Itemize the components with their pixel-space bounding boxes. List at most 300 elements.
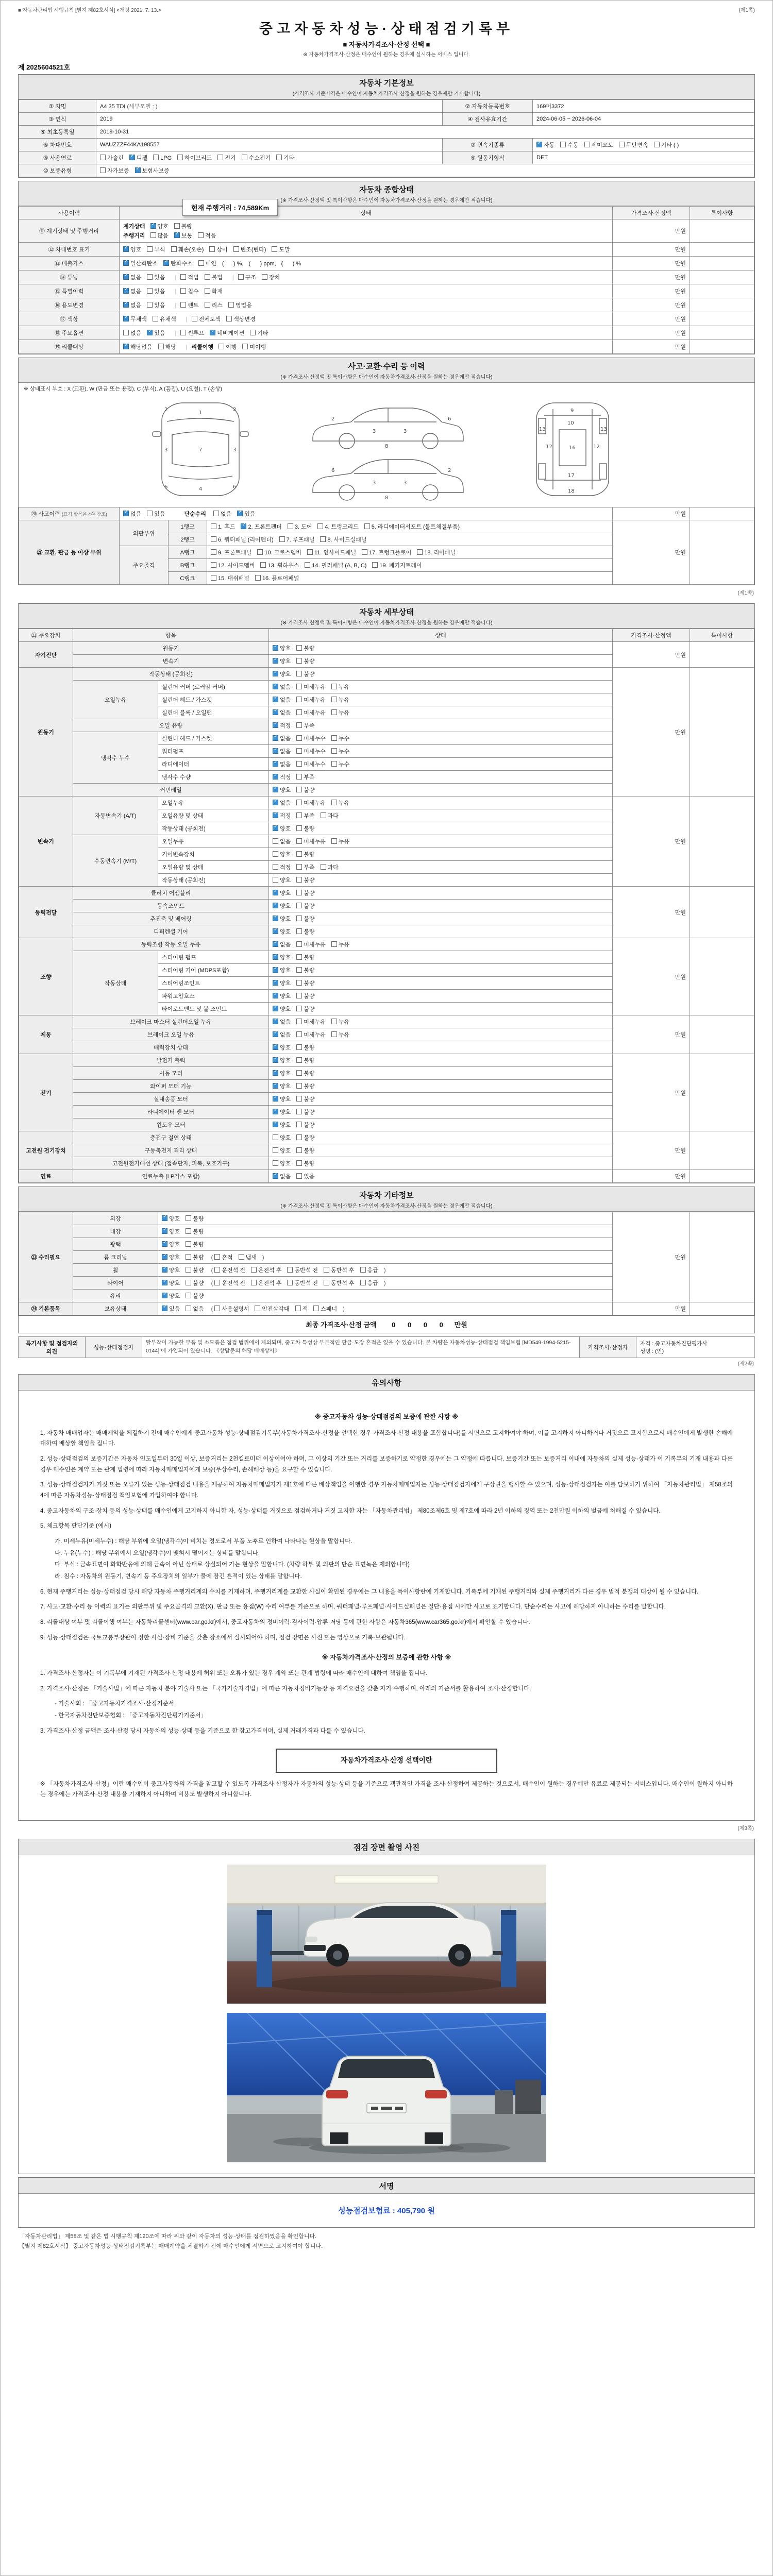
checkbox[interactable] <box>296 735 302 741</box>
checkbox-checked[interactable] <box>536 142 542 147</box>
checkbox[interactable] <box>147 274 153 280</box>
checkbox-checked[interactable] <box>273 1109 278 1114</box>
label-cell: ⑥ 차대번호 <box>19 139 96 151</box>
section-detail-title <box>19 604 754 629</box>
checkbox[interactable] <box>331 941 337 947</box>
checkbox-option: 없음 <box>123 329 141 337</box>
checkbox[interactable] <box>317 523 323 529</box>
checkbox[interactable] <box>296 658 302 664</box>
checkbox[interactable] <box>331 1031 337 1037</box>
checkbox-option: 불량 <box>296 914 314 923</box>
label-cell: ⑧ 사용연료 <box>19 151 96 164</box>
label-cell: 원동기 <box>19 668 73 796</box>
checkbox[interactable] <box>100 155 106 160</box>
checkbox-checked[interactable] <box>273 1070 278 1076</box>
checkbox[interactable] <box>273 851 278 857</box>
checkbox[interactable] <box>205 288 210 294</box>
checkbox[interactable] <box>238 274 244 280</box>
checkbox[interactable] <box>186 1241 191 1247</box>
checkbox-checked[interactable] <box>273 1057 278 1063</box>
checkbox-option: ✓ 자동 <box>536 141 554 149</box>
checkbox-checked[interactable] <box>273 825 278 831</box>
checkbox[interactable] <box>209 246 215 252</box>
value-cell: 만원 <box>613 1302 690 1315</box>
checkbox[interactable] <box>147 511 153 516</box>
section-title-text: 유의사항 <box>372 1379 401 1387</box>
checkbox[interactable] <box>158 344 164 349</box>
checkbox-checked[interactable] <box>273 671 278 676</box>
checkbox-checked[interactable] <box>273 735 278 741</box>
checkbox[interactable] <box>320 536 326 542</box>
checkbox[interactable] <box>296 684 302 689</box>
checkbox-checked[interactable] <box>273 1019 278 1024</box>
checkbox[interactable] <box>295 1306 301 1311</box>
checkbox[interactable] <box>296 761 302 767</box>
checkbox-checked[interactable] <box>129 155 135 160</box>
checkbox[interactable] <box>171 246 177 252</box>
checkbox[interactable] <box>372 562 378 568</box>
checkbox[interactable] <box>296 928 302 934</box>
checkbox-checked[interactable] <box>162 1228 167 1234</box>
checkbox-checked[interactable] <box>273 941 278 947</box>
checkbox-checked[interactable] <box>273 993 278 998</box>
checkbox[interactable] <box>276 155 282 160</box>
checkbox[interactable] <box>417 549 423 555</box>
checkbox-option: 불량 <box>296 979 314 987</box>
checkbox[interactable] <box>296 1173 302 1179</box>
checkbox[interactable] <box>242 344 248 349</box>
checkbox[interactable] <box>257 549 263 555</box>
checkbox-checked[interactable] <box>273 1031 278 1037</box>
checkbox[interactable] <box>186 1280 191 1285</box>
checkbox-checked[interactable] <box>273 761 278 767</box>
checkbox-option: ✓ 있음 <box>147 329 165 337</box>
checkbox[interactable] <box>153 155 159 160</box>
checkbox[interactable] <box>324 1267 329 1273</box>
checkbox[interactable] <box>251 1280 257 1285</box>
checkbox[interactable] <box>272 246 277 252</box>
checkbox[interactable] <box>180 302 186 308</box>
label-cell: 라디에이터 팬 모터 <box>73 1106 269 1118</box>
row-label: ⑯ 용도변경 <box>19 298 120 312</box>
checkbox[interactable] <box>619 142 625 147</box>
checkbox[interactable] <box>331 709 337 715</box>
label-cell: 작동상태 <box>73 951 158 1015</box>
checkbox-option: 있음 <box>296 1172 314 1180</box>
checkbox[interactable] <box>192 316 197 321</box>
checkbox-option: ✓ 탄화수소 <box>163 259 193 267</box>
checkbox-checked[interactable] <box>123 344 129 349</box>
checkbox[interactable] <box>239 1254 244 1260</box>
checkbox[interactable] <box>296 671 302 676</box>
checkbox[interactable] <box>360 1267 366 1273</box>
checkbox-option: ✓ 없음 <box>273 760 291 768</box>
checkbox-option: 썬루프 <box>180 329 204 337</box>
checkbox-checked[interactable] <box>162 1306 167 1311</box>
note-cell <box>690 326 754 340</box>
checkbox[interactable] <box>251 1267 257 1273</box>
option-text: ( ) %, <box>222 261 244 267</box>
checkbox[interactable] <box>331 838 337 844</box>
checkbox[interactable] <box>331 800 337 805</box>
checkbox-option: ✓ 양호 <box>273 1121 291 1129</box>
checkbox-option: 불량 <box>296 1043 314 1052</box>
checkbox[interactable] <box>219 344 224 349</box>
checkbox-option: ✓ 양호 <box>273 1095 291 1103</box>
checkbox-checked[interactable] <box>273 1173 278 1179</box>
checkbox[interactable] <box>273 1147 278 1153</box>
checkbox[interactable] <box>288 523 293 529</box>
checkbox-option: 응급 <box>360 1279 378 1287</box>
checkbox-checked[interactable] <box>273 697 278 702</box>
checkbox[interactable] <box>213 511 219 516</box>
checkbox[interactable] <box>321 864 326 870</box>
checkbox[interactable] <box>273 1134 278 1140</box>
checkbox[interactable] <box>321 812 326 818</box>
checkbox[interactable] <box>180 330 186 335</box>
checkbox[interactable] <box>313 1306 319 1311</box>
checkbox-checked[interactable] <box>273 787 278 792</box>
label-cell: 광택 <box>73 1238 158 1251</box>
checkbox-checked[interactable] <box>273 1044 278 1050</box>
state-cell <box>269 796 613 809</box>
checkbox-checked[interactable] <box>273 812 278 818</box>
checkbox-option: ✓ 없음 <box>273 1172 291 1180</box>
checkbox[interactable] <box>186 1254 191 1260</box>
checkbox-option: 불량 <box>186 1253 204 1261</box>
checkbox-option: 구조 <box>238 273 256 281</box>
checkbox-checked[interactable] <box>123 302 129 308</box>
checkbox[interactable] <box>214 1280 220 1285</box>
checkbox-checked[interactable] <box>150 223 156 229</box>
checkbox[interactable] <box>262 274 267 280</box>
state-cell <box>269 990 613 1003</box>
checkbox-checked[interactable] <box>273 1006 278 1011</box>
column-header: 상태 <box>269 629 613 642</box>
checkbox[interactable] <box>211 549 216 555</box>
notice-subitem: 가. 미세누유(미세누수) : 해당 부위에 오일(냉각수)이 비치는 정도로서 부품 노후로 인하여 나타나는 현상을 말합니다. <box>55 1538 352 1545</box>
checkbox-checked[interactable] <box>241 523 246 529</box>
checkbox-option: 유채색 <box>153 315 176 323</box>
checkbox[interactable] <box>324 1280 329 1285</box>
checkbox[interactable] <box>331 697 337 702</box>
checkbox-checked[interactable] <box>123 316 129 321</box>
checkbox-checked[interactable] <box>273 1096 278 1101</box>
checkbox[interactable] <box>296 1096 302 1101</box>
checkbox[interactable] <box>296 812 302 818</box>
checkbox[interactable] <box>211 523 216 529</box>
checkbox[interactable] <box>296 1109 302 1114</box>
checkbox[interactable] <box>296 1031 302 1037</box>
checkbox-option: 불량 <box>296 1108 314 1116</box>
checkbox[interactable] <box>296 722 302 728</box>
checkbox[interactable] <box>296 709 302 715</box>
signature-body <box>19 2194 754 2227</box>
checkbox[interactable] <box>226 316 232 321</box>
checkbox[interactable] <box>296 1147 302 1153</box>
checkbox[interactable] <box>331 761 337 767</box>
checkbox[interactable] <box>296 993 302 998</box>
checkbox-checked[interactable] <box>123 246 129 252</box>
svg-text:9: 9 <box>570 408 574 414</box>
checkbox-option: 불량 <box>296 902 314 910</box>
svg-text:3: 3 <box>373 429 376 434</box>
checkbox-checked[interactable] <box>237 511 243 516</box>
checkbox[interactable] <box>147 302 153 308</box>
column-header: 상태 <box>120 207 613 219</box>
checkbox[interactable] <box>242 155 247 160</box>
checkbox-option: 잭 <box>295 1304 308 1313</box>
state-cell <box>269 758 613 771</box>
checkbox-option: 동반석 전 <box>287 1279 318 1287</box>
photo-car-rear-view <box>227 2013 546 2162</box>
checkbox[interactable] <box>273 1160 278 1166</box>
checkbox[interactable] <box>214 1254 220 1260</box>
value-cell <box>158 1212 613 1225</box>
checkbox[interactable] <box>198 260 204 266</box>
checkbox[interactable] <box>211 575 216 581</box>
remarks-label: 특기사항 및 점검자의 의견 <box>19 1337 86 1358</box>
checkbox[interactable] <box>296 903 302 908</box>
checkbox-option: 가솔린 <box>100 154 124 162</box>
checkbox-checked[interactable] <box>273 903 278 908</box>
checkbox[interactable] <box>296 916 302 921</box>
checkbox[interactable] <box>584 142 590 147</box>
checkbox[interactable] <box>360 1280 366 1285</box>
checkbox[interactable] <box>211 562 216 568</box>
checkbox-checked[interactable] <box>162 1267 167 1273</box>
checkbox[interactable] <box>296 864 302 870</box>
checkbox-checked[interactable] <box>273 1122 278 1127</box>
checkbox-option: ✓ 있음 <box>237 510 255 518</box>
checkbox-checked[interactable] <box>273 954 278 960</box>
checkbox[interactable] <box>153 316 158 321</box>
checkbox[interactable] <box>296 1160 302 1166</box>
checkbox[interactable] <box>331 735 337 741</box>
checkbox[interactable] <box>364 523 370 529</box>
checkbox-checked[interactable] <box>162 1215 167 1221</box>
checkbox[interactable] <box>296 1019 302 1024</box>
section-title-text: 자동차 종합상태 <box>359 185 414 194</box>
state-cell <box>120 298 613 312</box>
label-cell: 자동변속기 (A/T) <box>73 796 158 835</box>
checkbox-checked[interactable] <box>273 980 278 986</box>
label-cell: ④ 검사유효기간 <box>443 113 533 126</box>
checkbox[interactable] <box>205 274 210 280</box>
checkbox-checked[interactable] <box>273 1083 278 1089</box>
checkbox[interactable] <box>233 246 239 252</box>
svg-text:8: 8 <box>385 495 389 501</box>
checkbox[interactable] <box>180 288 186 294</box>
checkbox[interactable] <box>296 1083 302 1089</box>
divider: | <box>175 275 177 281</box>
checkbox[interactable] <box>147 288 153 294</box>
checkbox-checked[interactable] <box>273 928 278 934</box>
checkbox-checked[interactable] <box>273 774 278 779</box>
checkbox-option: 있음 <box>147 510 165 518</box>
checkbox[interactable] <box>296 697 302 702</box>
checkbox[interactable] <box>305 562 310 568</box>
checkbox-option: 훼손(오손) <box>171 245 204 253</box>
checkbox[interactable] <box>296 1006 302 1011</box>
checkbox-checked[interactable] <box>273 684 278 689</box>
checkbox-checked[interactable] <box>162 1293 167 1298</box>
checkbox[interactable] <box>260 562 266 568</box>
checkbox[interactable] <box>217 155 223 160</box>
checkbox[interactable] <box>331 1019 337 1024</box>
checkbox-checked[interactable] <box>273 748 278 754</box>
appraiser-label: 가격조사·산정자 <box>580 1337 636 1358</box>
checkbox[interactable] <box>296 954 302 960</box>
checkbox-checked[interactable] <box>163 260 169 266</box>
checkbox[interactable] <box>296 800 302 805</box>
checkbox[interactable] <box>296 1122 302 1127</box>
checkbox-checked[interactable] <box>273 916 278 921</box>
value-cell: ✓ 양호 불량 ( 흔적 냄새 ) <box>158 1251 613 1264</box>
checkbox-checked[interactable] <box>123 260 129 266</box>
checkbox-option: 불량 <box>296 953 314 961</box>
checkbox[interactable] <box>296 1134 302 1140</box>
checkbox-option: ✓ 없음 <box>273 1030 291 1039</box>
checkbox[interactable] <box>296 748 302 754</box>
checkbox-option: 미세누수 <box>296 747 326 755</box>
value-cell <box>207 572 613 585</box>
option-text: 계기상태 <box>123 224 145 230</box>
checkbox[interactable] <box>186 1228 191 1234</box>
checkbox[interactable] <box>296 1070 302 1076</box>
checkbox-option: 기타 <box>276 154 294 162</box>
checkbox-checked[interactable] <box>273 722 278 728</box>
checkbox[interactable] <box>211 536 216 542</box>
checkbox[interactable] <box>174 223 180 229</box>
checkbox[interactable] <box>255 575 261 581</box>
checkbox-option: 8. 사이드실패널 <box>320 535 366 544</box>
checkbox[interactable] <box>100 167 106 173</box>
checkbox-checked[interactable] <box>273 658 278 664</box>
checkbox-option: 불량 <box>296 644 314 652</box>
checkbox[interactable] <box>362 549 367 555</box>
value-cell: 워터펌프 <box>158 745 269 758</box>
state-cell <box>269 1157 613 1170</box>
label-cell: 클러치 어셈블리 <box>73 887 269 900</box>
checkbox-checked[interactable] <box>162 1241 167 1247</box>
section-note: (※ 가격조사·산정액 및 특이사항은 매수인이 자동차가격조사·산정을 원하는 경우에만 적습니다) <box>280 620 493 626</box>
checkbox-checked[interactable] <box>210 330 215 335</box>
value-cell: 만원 <box>613 887 690 938</box>
checkbox-option: ✓ 양호 <box>162 1266 180 1274</box>
appraiser-qualification: 자격 : 중고자동차진단평가사 <box>640 1341 708 1347</box>
checkbox[interactable] <box>123 330 129 335</box>
checkbox[interactable] <box>331 684 337 689</box>
label-cell: 커먼레일 <box>73 784 269 796</box>
checkbox[interactable] <box>307 549 313 555</box>
checkbox-option: 미세누유 <box>296 1018 326 1026</box>
checkbox-checked[interactable] <box>135 167 141 173</box>
checkbox[interactable] <box>296 787 302 792</box>
checkbox[interactable] <box>180 274 186 280</box>
checkbox[interactable] <box>287 1280 293 1285</box>
label-cell: 오일누유 <box>73 681 158 719</box>
checkbox[interactable] <box>296 838 302 844</box>
checkbox[interactable] <box>273 838 278 844</box>
checkbox[interactable] <box>654 142 660 147</box>
checkbox-option: 기타 ( ) <box>654 141 679 149</box>
checkbox[interactable] <box>214 1306 220 1311</box>
checkbox[interactable] <box>296 890 302 895</box>
checkbox-checked[interactable] <box>123 288 129 294</box>
checkbox-checked[interactable] <box>123 511 129 516</box>
checkbox-option: 누유 <box>331 1018 349 1026</box>
checkbox[interactable] <box>177 155 183 160</box>
checkbox-checked[interactable] <box>162 1280 167 1285</box>
checkbox[interactable] <box>296 774 302 779</box>
checkbox[interactable] <box>186 1293 191 1298</box>
checkbox-option: 17. 트렁크플로어 <box>362 548 411 556</box>
checkbox[interactable] <box>150 232 156 238</box>
document-number: 제 2025604521호 <box>18 63 71 71</box>
checkbox[interactable] <box>296 1057 302 1063</box>
checkbox[interactable] <box>296 851 302 857</box>
checkbox-checked[interactable] <box>273 890 278 895</box>
checkbox-option: ✓ 양호 <box>273 657 291 665</box>
checkbox[interactable] <box>214 1267 220 1273</box>
value-cell: 실린더 커버 (로커암 커버) <box>158 681 269 693</box>
checkbox[interactable] <box>255 1306 260 1311</box>
checkbox[interactable] <box>296 825 302 831</box>
checkbox[interactable] <box>198 232 204 238</box>
note-cell <box>690 340 754 354</box>
value-cell: 2019 <box>96 113 443 126</box>
checkbox-checked[interactable] <box>273 967 278 973</box>
checkbox-checked[interactable] <box>123 274 129 280</box>
checkbox[interactable] <box>186 1215 191 1221</box>
checkbox[interactable] <box>147 246 153 252</box>
checkbox[interactable] <box>296 941 302 947</box>
value-cell: 오일누유 <box>158 796 269 809</box>
checkbox[interactable] <box>228 302 234 308</box>
checkbox[interactable] <box>186 1267 191 1273</box>
checkbox[interactable] <box>331 748 337 754</box>
checkbox[interactable] <box>296 967 302 973</box>
divider: | <box>232 275 234 281</box>
checkbox[interactable] <box>273 864 278 870</box>
checkbox[interactable] <box>250 330 256 335</box>
option-text: ( ) % <box>281 261 301 267</box>
checkbox[interactable] <box>186 1306 191 1311</box>
checkbox[interactable] <box>279 536 285 542</box>
checkbox[interactable] <box>296 645 302 651</box>
checkbox-checked[interactable] <box>273 800 278 805</box>
checkbox-checked[interactable] <box>147 330 153 335</box>
checkbox[interactable] <box>273 877 278 883</box>
state-cell <box>269 964 613 977</box>
checkbox-checked[interactable] <box>174 232 180 238</box>
label-cell: 시동 모터 <box>73 1067 269 1080</box>
checkbox[interactable] <box>205 302 210 308</box>
checkbox-checked[interactable] <box>162 1254 167 1260</box>
checkbox-checked[interactable] <box>273 709 278 715</box>
checkbox[interactable] <box>296 1044 302 1050</box>
checkbox-checked[interactable] <box>273 645 278 651</box>
label-cell: 실내송풍 모터 <box>73 1093 269 1106</box>
value-cell <box>690 1170 754 1183</box>
checkbox[interactable] <box>296 877 302 883</box>
checkbox[interactable] <box>287 1267 293 1273</box>
state-cell <box>269 1118 613 1131</box>
checkbox[interactable] <box>560 142 566 147</box>
value-cell: 2024-06-05 ~ 2026-06-04 <box>533 113 754 126</box>
checkbox[interactable] <box>296 980 302 986</box>
